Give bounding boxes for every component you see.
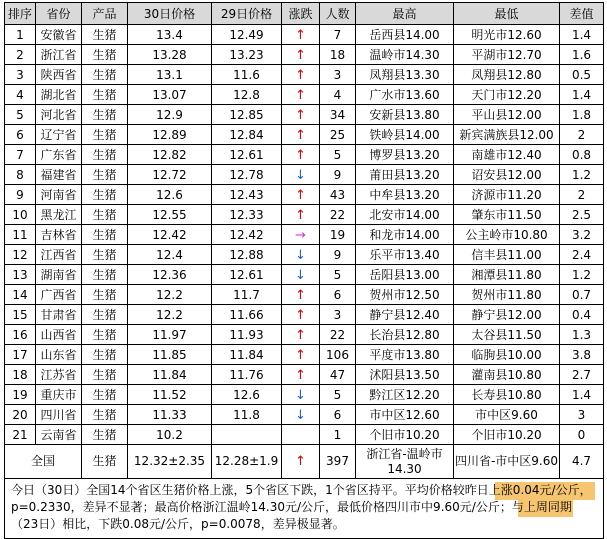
price-30-cell: 12.72 [128, 165, 212, 185]
rank-cell: 4 [5, 85, 36, 105]
price-29-cell: 11.6 [212, 65, 282, 85]
trend-cell [282, 145, 320, 165]
price-29-cell: 12.8 [212, 85, 282, 105]
province-cell: 江西省 [36, 245, 82, 265]
rank-cell: 10 [5, 205, 36, 225]
diff-cell: 1.4 [560, 385, 604, 405]
province-cell: 甘肃省 [36, 305, 82, 325]
rank-cell: 2 [5, 45, 36, 65]
highest-cell: 长治县12.80 [356, 325, 454, 345]
table-row [5, 325, 604, 345]
table-row [5, 165, 604, 185]
highest-cell: 博罗县13.20 [356, 145, 454, 165]
up-arrow-icon: ↑ [295, 327, 306, 343]
trend-cell [282, 285, 320, 305]
lowest-cell: 贺州市11.80 [454, 285, 560, 305]
province-cell: 山东省 [36, 345, 82, 365]
price-29-cell: 12.84 [212, 125, 282, 145]
product-cell: 生猪 [82, 285, 128, 305]
price-30-cell: 11.33 [128, 405, 212, 425]
up-arrow-icon: ↑ [295, 347, 306, 363]
price-29-cell: 12.61 [212, 265, 282, 285]
total-diff: 4.7 [560, 445, 604, 479]
price-29-cell: 11.84 [212, 345, 282, 365]
lowest-cell: 南雄市12.40 [454, 145, 560, 165]
price-29-cell: 12.42 [212, 225, 282, 245]
product-cell: 生猪 [82, 165, 128, 185]
header-price-30: 30日价格 [128, 3, 212, 25]
rank-cell: 5 [5, 105, 36, 125]
total-trend [282, 445, 320, 479]
province-cell: 广东省 [36, 145, 82, 165]
table-header-row [5, 3, 604, 25]
lowest-cell: 济源市11.20 [454, 185, 560, 205]
count-cell: 9 [320, 245, 356, 265]
trend-cell [282, 325, 320, 345]
rank-cell: 1 [5, 25, 36, 45]
header-diff: 差值 [560, 3, 604, 25]
price-29-cell: 12.49 [212, 25, 282, 45]
product-cell: 生猪 [82, 85, 128, 105]
up-arrow-icon: ↑ [295, 453, 306, 469]
up-arrow-icon: ↑ [295, 187, 306, 203]
count-cell: 6 [320, 405, 356, 425]
province-cell: 吉林省 [36, 225, 82, 245]
price-29-cell: 13.23 [212, 45, 282, 65]
province-cell: 广西省 [36, 285, 82, 305]
up-arrow-icon: ↑ [295, 367, 306, 383]
table-row [5, 245, 604, 265]
diff-cell: 0.5 [560, 65, 604, 85]
up-arrow-icon: ↑ [295, 107, 306, 123]
highest-cell: 温岭市14.30 [356, 45, 454, 65]
lowest-cell: 新宾满族县12.00 [454, 125, 560, 145]
lowest-cell: 个旧市10.20 [454, 425, 560, 445]
lowest-cell: 明光市12.60 [454, 25, 560, 45]
price-29-cell: 11.76 [212, 365, 282, 385]
count-cell: 43 [320, 185, 356, 205]
diff-cell: 1.2 [560, 165, 604, 185]
table-row [5, 105, 604, 125]
price-29-cell: 12.78 [212, 165, 282, 185]
highest-cell: 贺州市12.50 [356, 285, 454, 305]
footnote-row [5, 479, 604, 539]
highest-cell: 静宁县12.40 [356, 305, 454, 325]
price-30-cell: 13.28 [128, 45, 212, 65]
count-cell: 3 [320, 305, 356, 325]
province-cell: 浙江省 [36, 45, 82, 65]
footnote-text: 今日（30日）全国14个省区生猪价格上涨，5个省区下跌，1个省区持平。平均价格较昨日上涨0.04元/公斤，p=0.2330，差异不显著；最高价格浙江温岭14.30元/公斤，最低价格四川市中9.60元/公斤；与上周同期（23日）相比，下跌0.08元/公斤，p=0.0078，差异极显著。 [11, 483, 592, 531]
lowest-cell: 长寿县10.80 [454, 385, 560, 405]
highest-cell: 黔江区12.20 [356, 385, 454, 405]
table-row [5, 365, 604, 385]
down-arrow-icon: ↓ [295, 387, 306, 403]
diff-cell: 0.8 [560, 145, 604, 165]
rank-cell: 3 [5, 65, 36, 85]
price-30-cell: 13.07 [128, 85, 212, 105]
total-lowest: 四川省-市中区9.60 [454, 445, 560, 479]
product-cell: 生猪 [82, 325, 128, 345]
trend-cell [282, 425, 320, 445]
trend-cell [282, 385, 320, 405]
diff-cell: 1.6 [560, 45, 604, 65]
province-cell: 黑龙江 [36, 205, 82, 225]
lowest-cell: 太谷县11.50 [454, 325, 560, 345]
count-cell: 19 [320, 225, 356, 245]
table-row [5, 345, 604, 365]
province-cell: 河南省 [36, 185, 82, 205]
summary-footnote [5, 479, 604, 539]
price-30-cell: 12.89 [128, 125, 212, 145]
trend-cell [282, 185, 320, 205]
price-table [4, 2, 604, 539]
trend-cell [282, 85, 320, 105]
trend-cell [282, 125, 320, 145]
count-cell: 47 [320, 365, 356, 385]
total-price-29: 12.28±1.9 [212, 445, 282, 479]
highest-cell: 和龙市14.00 [356, 225, 454, 245]
price-29-cell: 12.33 [212, 205, 282, 225]
province-cell: 云南省 [36, 425, 82, 445]
count-cell: 7 [320, 25, 356, 45]
diff-cell: 3.2 [560, 225, 604, 245]
price-29-cell: 12.43 [212, 185, 282, 205]
diff-cell: 0.7 [560, 285, 604, 305]
highest-cell: 市中区12.60 [356, 405, 454, 425]
province-cell: 河北省 [36, 105, 82, 125]
up-arrow-icon: ↑ [295, 87, 306, 103]
diff-cell: 1.2 [560, 265, 604, 285]
price-30-cell: 12.2 [128, 285, 212, 305]
diff-cell: 2.7 [560, 365, 604, 385]
highest-cell: 平度市13.80 [356, 345, 454, 365]
product-cell: 生猪 [82, 245, 128, 265]
count-cell: 22 [320, 325, 356, 345]
count-cell: 5 [320, 385, 356, 405]
rank-cell: 15 [5, 305, 36, 325]
price-30-cell: 12.6 [128, 185, 212, 205]
count-cell: 34 [320, 105, 356, 125]
price-30-cell: 12.2 [128, 305, 212, 325]
lowest-cell: 天门市12.20 [454, 85, 560, 105]
header-lowest: 最低 [454, 3, 560, 25]
lowest-cell: 公主岭市10.80 [454, 225, 560, 245]
price-30-cell: 13.4 [128, 25, 212, 45]
count-cell: 1 [320, 425, 356, 445]
lowest-cell: 灌南县10.80 [454, 365, 560, 385]
lowest-cell: 诏安县12.00 [454, 165, 560, 185]
product-cell: 生猪 [82, 205, 128, 225]
trend-cell [282, 265, 320, 285]
count-cell: 106 [320, 345, 356, 365]
highest-cell: 岳阳县13.00 [356, 265, 454, 285]
trend-cell [282, 405, 320, 425]
province-cell: 湖南省 [36, 265, 82, 285]
diff-cell: 0 [560, 425, 604, 445]
highest-cell: 中牟县13.20 [356, 185, 454, 205]
table-row [5, 385, 604, 405]
count-cell: 22 [320, 205, 356, 225]
rank-cell: 21 [5, 425, 36, 445]
province-cell: 重庆市 [36, 385, 82, 405]
header-count: 人数 [320, 3, 356, 25]
up-arrow-icon: ↑ [295, 207, 306, 223]
up-arrow-icon: ↑ [295, 287, 306, 303]
trend-cell [282, 205, 320, 225]
trend-cell [282, 45, 320, 65]
up-arrow-icon: ↑ [295, 127, 306, 143]
rank-cell: 6 [5, 125, 36, 145]
total-count: 397 [320, 445, 356, 479]
down-arrow-icon: ↓ [295, 167, 306, 183]
province-cell: 湖北省 [36, 85, 82, 105]
highest-cell: 岳西县14.00 [356, 25, 454, 45]
count-cell: 6 [320, 285, 356, 305]
diff-cell: 2.4 [560, 245, 604, 265]
highest-cell: 沭阳县13.50 [356, 365, 454, 385]
diff-cell: 1.4 [560, 25, 604, 45]
price-29-cell: 11.7 [212, 285, 282, 305]
lowest-cell: 临朐县10.00 [454, 345, 560, 365]
total-label: 全国 [5, 445, 82, 479]
product-cell: 生猪 [82, 405, 128, 425]
price-30-cell: 11.85 [128, 345, 212, 365]
price-30-cell: 12.42 [128, 225, 212, 245]
table-row [5, 425, 604, 445]
province-cell: 陕西省 [36, 65, 82, 85]
price-30-cell: 11.52 [128, 385, 212, 405]
trend-cell [282, 245, 320, 265]
up-arrow-icon: ↑ [295, 147, 306, 163]
trend-cell [282, 65, 320, 85]
product-cell: 生猪 [82, 265, 128, 285]
product-cell: 生猪 [82, 145, 128, 165]
rank-cell: 18 [5, 365, 36, 385]
rank-cell: 13 [5, 265, 36, 285]
header-highest: 最高 [356, 3, 454, 25]
price-29-cell: 11.93 [212, 325, 282, 345]
trend-cell [282, 225, 320, 245]
diff-cell: 2.5 [560, 205, 604, 225]
up-arrow-icon: ↑ [295, 27, 306, 43]
price-29-cell: 12.61 [212, 145, 282, 165]
highest-cell: 莆田县13.20 [356, 165, 454, 185]
up-arrow-icon: ↑ [295, 47, 306, 63]
diff-cell: 3 [560, 405, 604, 425]
product-cell: 生猪 [82, 185, 128, 205]
rank-cell: 16 [5, 325, 36, 345]
product-cell: 生猪 [82, 365, 128, 385]
table-row [5, 205, 604, 225]
price-29-cell: 11.66 [212, 305, 282, 325]
price-29-cell: 12.85 [212, 105, 282, 125]
right-arrow-icon: → [295, 227, 306, 243]
trend-cell [282, 25, 320, 45]
count-cell: 3 [320, 65, 356, 85]
diff-cell: 2 [560, 185, 604, 205]
lowest-cell: 平山县12.00 [454, 105, 560, 125]
lowest-cell: 静宁县12.00 [454, 305, 560, 325]
diff-cell: 0.4 [560, 305, 604, 325]
price-30-cell: 12.36 [128, 265, 212, 285]
header-rank: 排序 [5, 3, 36, 25]
count-cell: 5 [320, 145, 356, 165]
price-29-cell: 11.8 [212, 405, 282, 425]
diff-cell: 3.8 [560, 345, 604, 365]
price-30-cell: 12.55 [128, 205, 212, 225]
product-cell: 生猪 [82, 105, 128, 125]
trend-cell [282, 365, 320, 385]
diff-cell: 2 [560, 125, 604, 145]
count-cell: 4 [320, 85, 356, 105]
header-trend: 涨跌 [282, 3, 320, 25]
province-cell: 安徽省 [36, 25, 82, 45]
price-30-cell: 12.9 [128, 105, 212, 125]
total-product: 生猪 [82, 445, 128, 479]
count-cell: 25 [320, 125, 356, 145]
lowest-cell: 肇东市11.50 [454, 205, 560, 225]
price-29-cell: 12.6 [212, 385, 282, 405]
province-cell: 福建省 [36, 165, 82, 185]
header-province: 省份 [36, 3, 82, 25]
lowest-cell: 湘潭县11.80 [454, 265, 560, 285]
province-cell: 江苏省 [36, 365, 82, 385]
table-row [5, 185, 604, 205]
trend-cell [282, 105, 320, 125]
trend-cell [282, 345, 320, 365]
table-row [5, 305, 604, 325]
up-arrow-icon: ↑ [295, 307, 306, 323]
highest-cell: 安新县13.80 [356, 105, 454, 125]
trend-cell [282, 165, 320, 185]
count-cell: 18 [320, 45, 356, 65]
product-cell: 生猪 [82, 125, 128, 145]
rank-cell: 14 [5, 285, 36, 305]
table-row [5, 285, 604, 305]
province-cell: 四川省 [36, 405, 82, 425]
product-cell: 生猪 [82, 45, 128, 65]
count-cell: 9 [320, 165, 356, 185]
price-29-cell [212, 425, 282, 445]
product-cell: 生猪 [82, 25, 128, 45]
rank-cell: 11 [5, 225, 36, 245]
province-cell: 山西省 [36, 325, 82, 345]
product-cell: 生猪 [82, 425, 128, 445]
down-arrow-icon: ↓ [295, 267, 306, 283]
header-product: 产品 [82, 3, 128, 25]
highest-cell: 个旧市10.20 [356, 425, 454, 445]
highest-cell: 铁岭县14.00 [356, 125, 454, 145]
product-cell: 生猪 [82, 225, 128, 245]
down-arrow-icon: ↓ [295, 247, 306, 263]
up-arrow-icon: ↑ [295, 67, 306, 83]
lowest-cell: 信丰县11.00 [454, 245, 560, 265]
rank-cell: 12 [5, 245, 36, 265]
lowest-cell: 市中区9.60 [454, 405, 560, 425]
highest-cell: 乐平市13.40 [356, 245, 454, 265]
table-row [5, 85, 604, 105]
rank-cell: 17 [5, 345, 36, 365]
price-30-cell: 12.82 [128, 145, 212, 165]
table-row [5, 45, 604, 65]
trend-cell [282, 305, 320, 325]
highest-cell: 北安市14.00 [356, 205, 454, 225]
table-row [5, 145, 604, 165]
table-row [5, 25, 604, 45]
product-cell: 生猪 [82, 345, 128, 365]
rank-cell: 19 [5, 385, 36, 405]
table-row [5, 225, 604, 245]
price-report [4, 2, 603, 539]
total-price-30: 12.32±2.35 [128, 445, 212, 479]
diff-cell: 1.8 [560, 105, 604, 125]
header-price-29: 29日价格 [212, 3, 282, 25]
price-29-cell: 12.88 [212, 245, 282, 265]
rank-cell: 9 [5, 185, 36, 205]
diff-cell: 1.3 [560, 325, 604, 345]
table-row [5, 265, 604, 285]
product-cell: 生猪 [82, 305, 128, 325]
highest-cell: 广水市13.60 [356, 85, 454, 105]
province-cell: 辽宁省 [36, 125, 82, 145]
product-cell: 生猪 [82, 385, 128, 405]
rank-cell: 7 [5, 145, 36, 165]
product-cell: 生猪 [82, 65, 128, 85]
price-30-cell: 11.84 [128, 365, 212, 385]
total-highest: 浙江省-温岭市14.30 [356, 445, 454, 479]
rank-cell: 8 [5, 165, 36, 185]
diff-cell: 1.4 [560, 85, 604, 105]
highest-cell: 凤翔县13.30 [356, 65, 454, 85]
price-30-cell: 10.2 [128, 425, 212, 445]
price-30-cell: 12.4 [128, 245, 212, 265]
table-row [5, 405, 604, 425]
rank-cell: 20 [5, 405, 36, 425]
lowest-cell: 平湖市12.70 [454, 45, 560, 65]
price-30-cell: 11.97 [128, 325, 212, 345]
total-row [5, 445, 604, 479]
table-row [5, 65, 604, 85]
lowest-cell: 凤翔县12.80 [454, 65, 560, 85]
price-30-cell: 13.1 [128, 65, 212, 85]
down-arrow-icon: ↓ [295, 407, 306, 423]
count-cell: 5 [320, 265, 356, 285]
table-row [5, 125, 604, 145]
